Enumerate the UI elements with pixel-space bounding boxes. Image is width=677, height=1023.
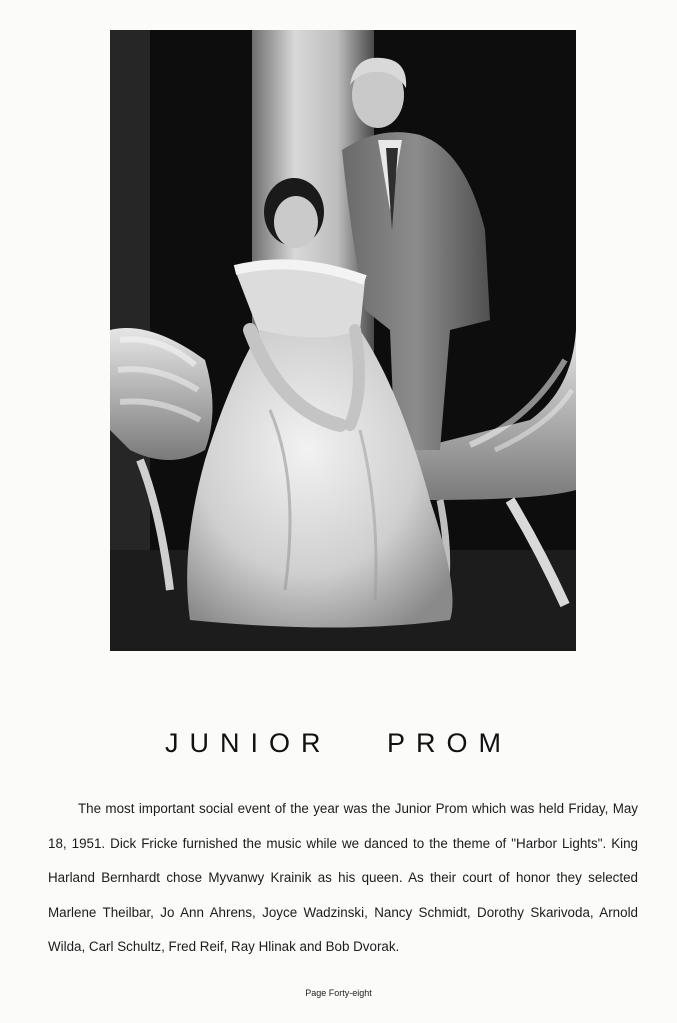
prom-couple-photo: [110, 30, 576, 651]
photo-illustration: [110, 30, 576, 651]
page-number: Page Forty-eight: [305, 988, 372, 998]
page-title: JUNIOR PROM: [164, 728, 512, 758]
article-paragraph: The most important social event of the year was the Junior Prom which was held Friday, May 18, 1951. Dick Fricke furnished the music while we danced to the theme of "Harbor Lights". King Harland Bernhardt chose Myvanwy Krainik as his queen. As their court of honor they selected Marlene Theilbar, Jo Ann Ahrens, Joyce Wadzinski, Nancy Schmidt, Dorothy Skarivoda, Arnold Wilda, Carl Schultz, Fred Reif, Ray Hlinak and Bob Dvorak.: [48, 801, 638, 954]
